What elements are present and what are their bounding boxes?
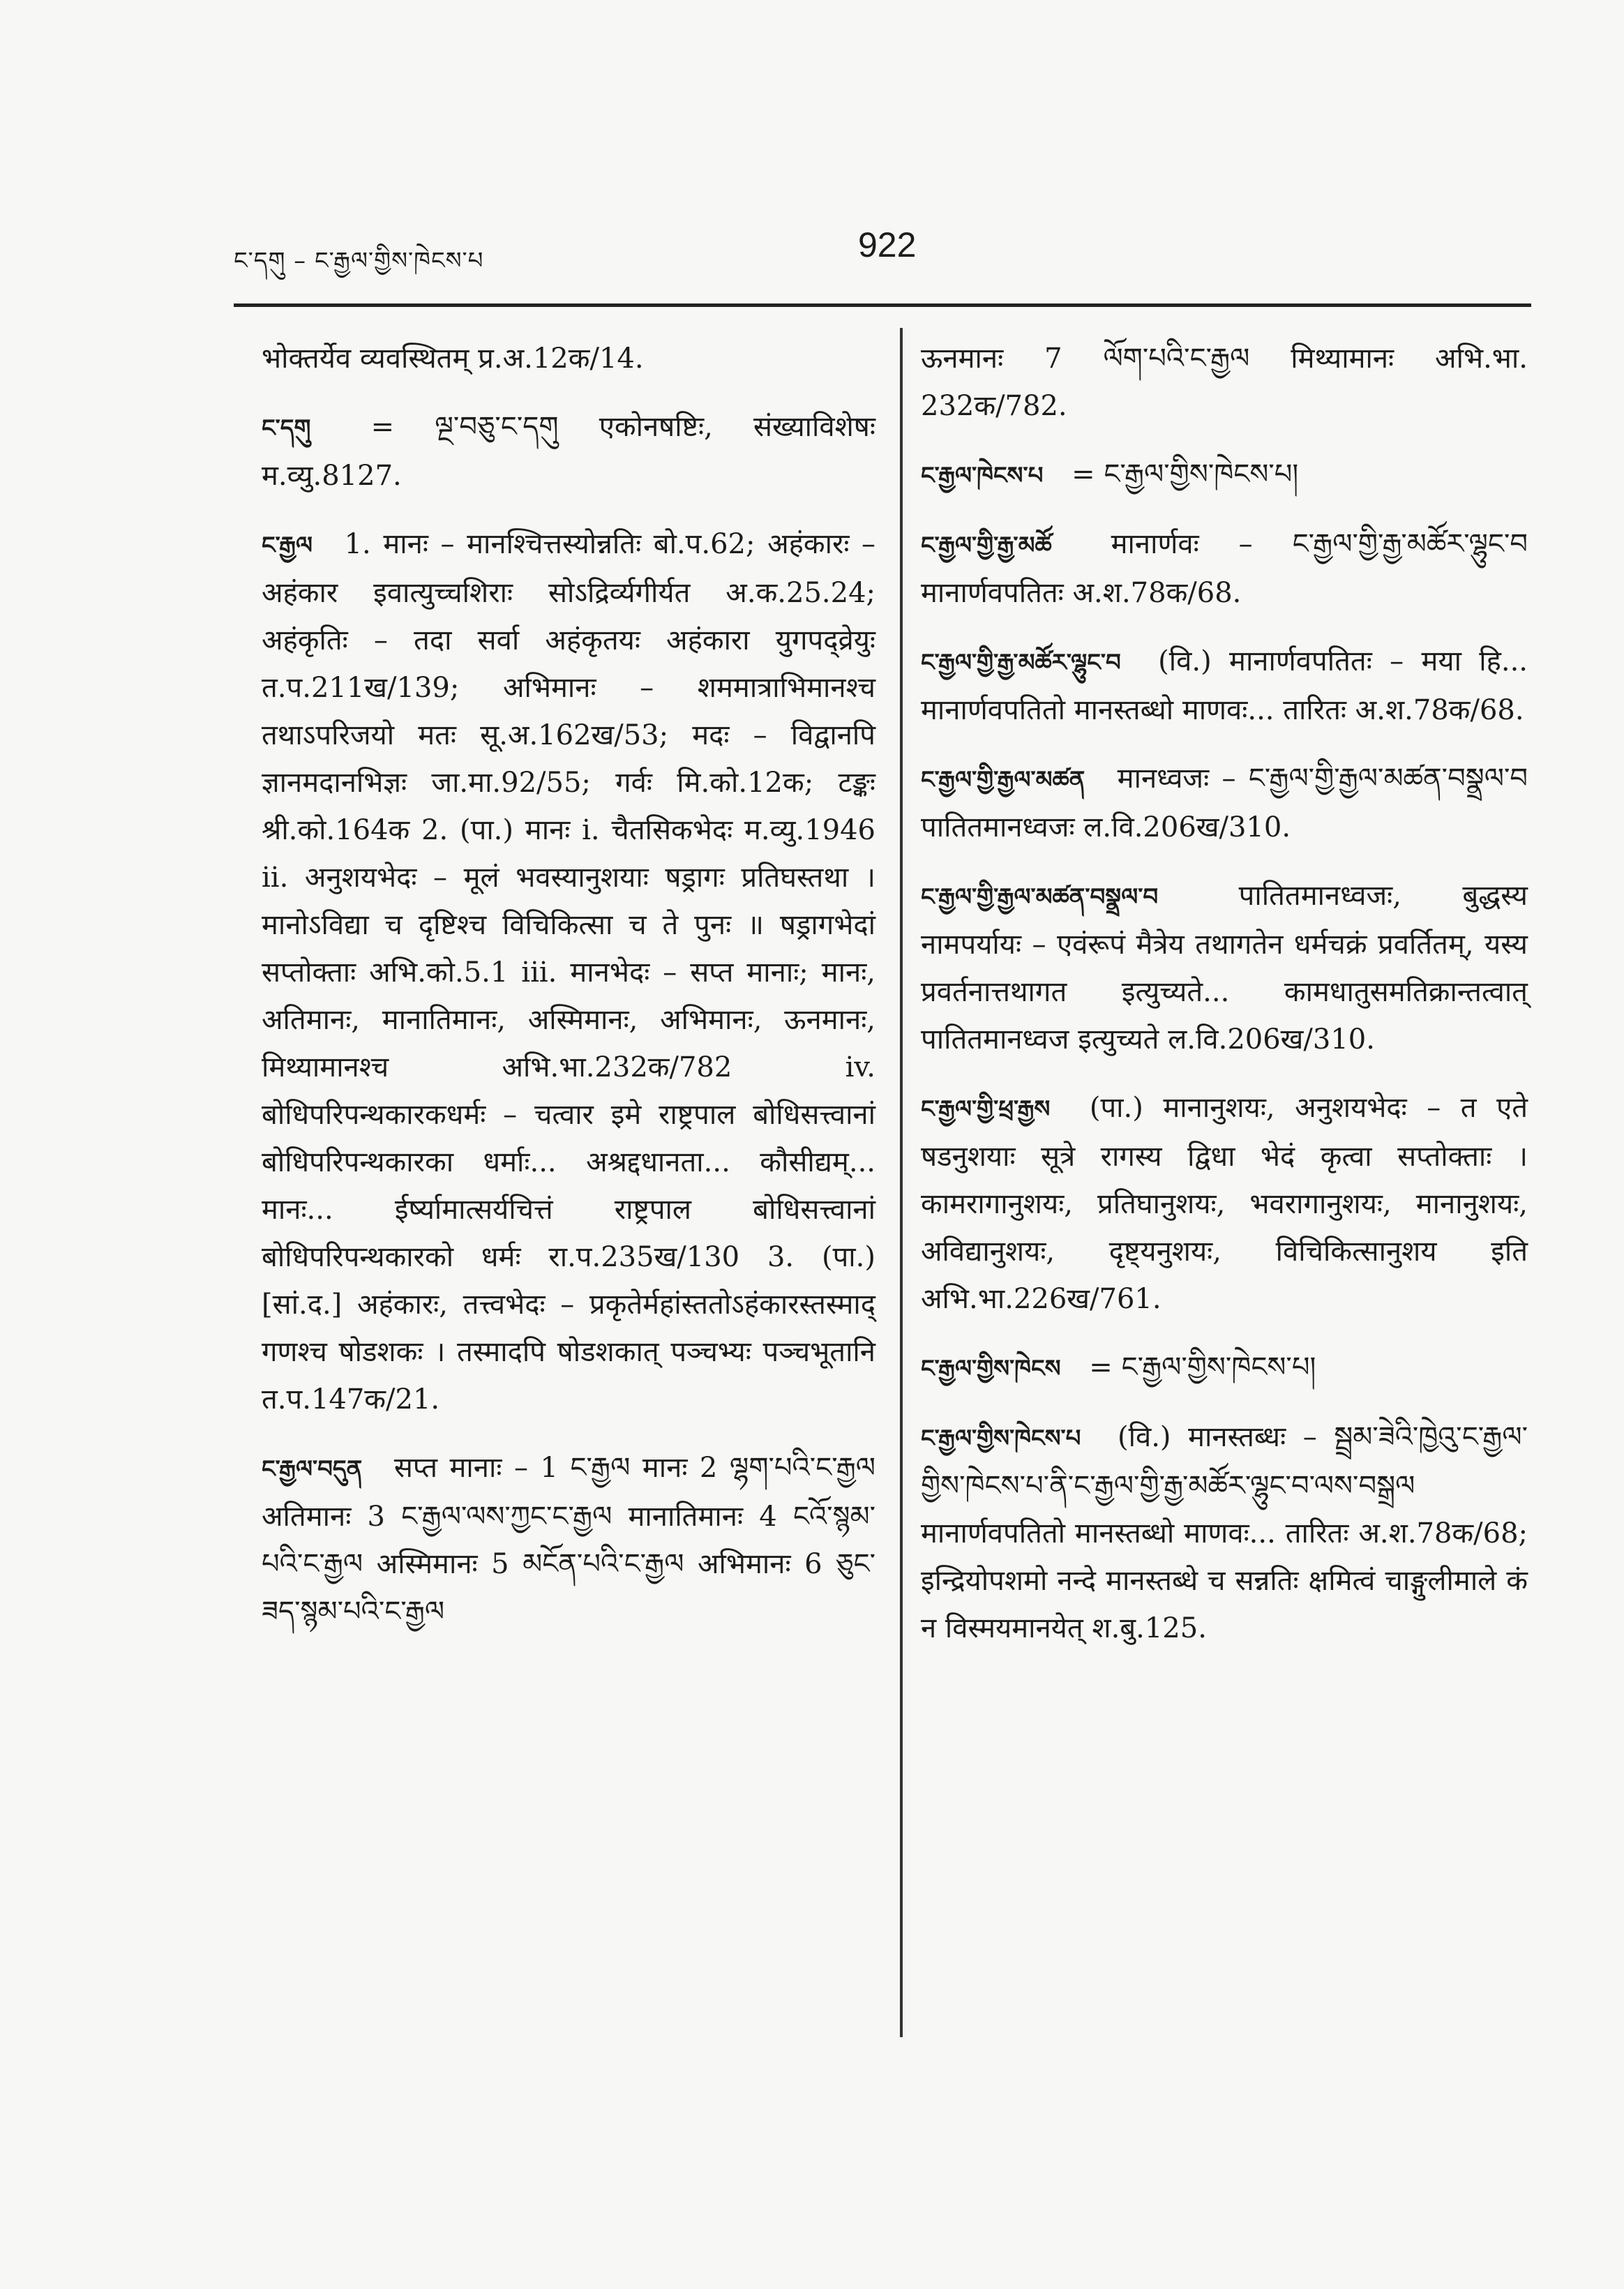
running-head: ང་དགུ – ང་རྒྱལ་གྱིས་ཁེངས་པ [234, 247, 484, 275]
entry-headword: ང་རྒྱལ་ཁེངས་པ [921, 462, 1044, 490]
entry-definition: = ལྔ་བཅུ་ང་དགུ एकोनषष्टिः, संख्याविशेषः म.व्यु.8127. [262, 411, 875, 492]
dictionary-entry [921, 755, 1528, 851]
dictionary-entry [921, 451, 1528, 500]
dictionary-entry [921, 1084, 1528, 1323]
dictionary-entry [921, 520, 1528, 617]
page-number: 922 [858, 225, 917, 264]
dictionary-entry [921, 1344, 1528, 1393]
entry-headword: ང་རྒྱལ་གྱི་རྒྱལ་མཚན [921, 766, 1085, 794]
entry-continuation: ऊनमानः 7 ལོག་པའི་ང་རྒྱལ मिथ्यामानः अभि.भा. 232क/782. [921, 343, 1528, 422]
dictionary-entry [262, 1444, 875, 1635]
entry-definition: (वि.) मानस्तब्धः – སྦྲམ་ཟེའི་ཁྱེའུ་ང་རྒྱལ་གྱིས་ཁེངས་པ་ནི་ང་རྒྱལ་གྱི་རྒྱ་མཚོར་ལྷུང་བ་ལས་བསྒྲལ मानार्णवपतितो मानस्तब्धो माणवः... तारितः अ.श.78क/68; इन्द्रियोपशमो नन्दे मानस्तब्धे च सन्नतिः क्षमित्वं चाङ्गुलीमाले कं न विस्मयमानयेत् श.बु.125. [921, 1421, 1528, 1644]
dictionary-entry [921, 638, 1528, 734]
entry-headword: ང་རྒྱལ་གྱིས་ཁེངས་པ [921, 1425, 1081, 1453]
entry-continuation: भोक्तर्येव व्यवस्थितम् प्र.अ.12क/14. [262, 343, 644, 375]
entry-definition: मानध्वजः – ང་རྒྱལ་གྱི་རྒྱལ་མཚན་བསྣྲལ་བ पातितमानध्वजः ल.वि.206ख/310. [921, 763, 1528, 843]
entry-definition: पातितमानध्वजः, बुद्धस्य नामपर्यायः – एवंरूपं मैत्रेय तथागतेन धर्मचक्रं प्रवर्तितम्, यस्य प्रवर्तनात्तथागत इत्युच्यते... कामधातुसमतिक्रान्तत्वात् पातितमानध्वज इत्युच्यते ल.वि.206ख/310. [921, 880, 1528, 1056]
column-divider [900, 328, 903, 2037]
entry-headword: ང་དགུ [262, 414, 311, 442]
entry-headword: ང་རྒྱལ [262, 532, 313, 560]
entry-headword: ང་རྒྱལ་གྱི་རྒྱ་མཚོ [921, 532, 1052, 560]
entry-definition: = ང་རྒྱལ་གྱིས་ཁེངས་པ། [1089, 1351, 1316, 1383]
dictionary-entry [921, 872, 1528, 1063]
dictionary-entry [921, 1413, 1528, 1652]
entry-headword: ང་རྒྱལ་བདུན [262, 1455, 363, 1483]
page-header [0, 0, 1624, 328]
header-rule [234, 303, 1531, 307]
dictionary-entry [262, 520, 875, 1423]
entry-definition: = ང་རྒྱལ་གྱིས་ཁེངས་པ། [1072, 458, 1299, 490]
entry-headword: ང་རྒྱལ་གྱི་རྒྱལ་མཚན་བསྣྲལ་བ [921, 883, 1159, 911]
right-column [921, 335, 1528, 1673]
entry-definition: मानार्णवः – ང་རྒྱལ་གྱི་རྒྱ་མཚོར་ལྷུང་བ मानार्णवपतितः अ.श.78क/68. [921, 528, 1528, 609]
entry-definition: 1. मानः – मानश्चित्तस्योन्नतिः बो.प.62; अहंकारः – अहंकार इवात्युच्चशिराः सोऽद्रिर्व्यगीर्यत अ.क.25.24; अहंकृतिः – तदा सर्वा अहंकृतयः अहंकारा युगपद्व्रेयुः त.प.211ख/139; अभिमानः – शममात्राभिमानश्च तथाऽपरिजयो मतः सू.अ.162ख/53; मदः – विद्वानपि ज्ञानमदानभिज्ञः जा.मा.92/55; गर्वः मि.को.12क; टङ्कः श्री.को.164क 2. (पा.) मानः i. चैतसिकभेदः म.व्यु.1946 ii. अनुशयभेदः – मूलं भवस्यानुशयाः षड्रागः प्रतिघस्तथा । मानोऽविद्या च दृष्टिश्च विचिकित्सा च ते पुनः ॥ षड्रागभेदां सप्तोक्ताः अभि.को.5.1 iii. मानभेदः – सप्त मानाः; मानः, अतिमानः, मानातिमानः, अस्मिमानः, अभिमानः, ऊनमानः, मिथ्यामानश्च अभि.भा.232क/782 iv. बोधिपरिपन्थकारकधर्मः – चत्वार इमे राष्ट्रपाल बोधिसत्त्वानां बोधिपरिपन्थकारका धर्माः... अश्रद्दधानता... कौसीद्यम्... मानः... ईर्ष्यामात्सर्यचित्तं राष्ट्रपाल बोधिसत्त्वानां बोधिपरिपन्थकारको धर्मः रा.प.235ख/130 3. (पा.) [सां.द.] अहंकारः, तत्त्वभेदः – प्रकृतेर्महांस्ततोऽहंकारस्तस्माद् गणश्च षोडशकः । तस्मादपि षोडशकात् पञ्चभ्यः पञ्चभूतानि त.प.147क/21. [262, 528, 875, 1416]
entry-headword: ང་རྒྱལ་གྱི་ཕྲ་རྒྱས [921, 1095, 1051, 1123]
entry-definition: (वि.) मानार्णवपतितः – मया हि... मानार्णवपतितो मानस्तब्धो माणवः... तारितः अ.श.78क/68. [921, 645, 1528, 726]
left-column [262, 335, 875, 1656]
entry-definition: सप्त मानाः – 1 ང་རྒྱལ मानः 2 ལྷག་པའི་ང་རྒྱལ अतिमानः 3 ང་རྒྱལ་ལས་ཀྱང་ང་རྒྱལ मानातिमानः 4 ངའོ་སྙམ་པའི་ང་རྒྱལ अस्मिमानः 5 མངོན་པའི་ང་རྒྱལ अभिमानः 6 ཅུང་ཟད་སྙམ་པའི་ང་རྒྱལ [262, 1452, 876, 1628]
entry-definition: (पा.) मानानुशयः, अनुशयभेदः – त एते षडनुशयाः सूत्रे रागस्य द्विधा भेदं कृत्वा सप्तोक्ताः । कामरागानुशयः, प्रतिघानुशयः, भवरागानुशयः, मानानुशयः, अविद्यानुशयः, दृष्ट्यनुशयः, विचिकित्सानुशय इति अभि.भा.226ख/761. [921, 1092, 1528, 1315]
entry-headword: ང་རྒྱལ་གྱིས་ཁེངས [921, 1355, 1061, 1383]
entry-headword: ང་རྒྱལ་གྱི་རྒྱ་མཚོར་ལྷུང་བ [921, 649, 1121, 677]
dictionary-entry [262, 403, 875, 500]
